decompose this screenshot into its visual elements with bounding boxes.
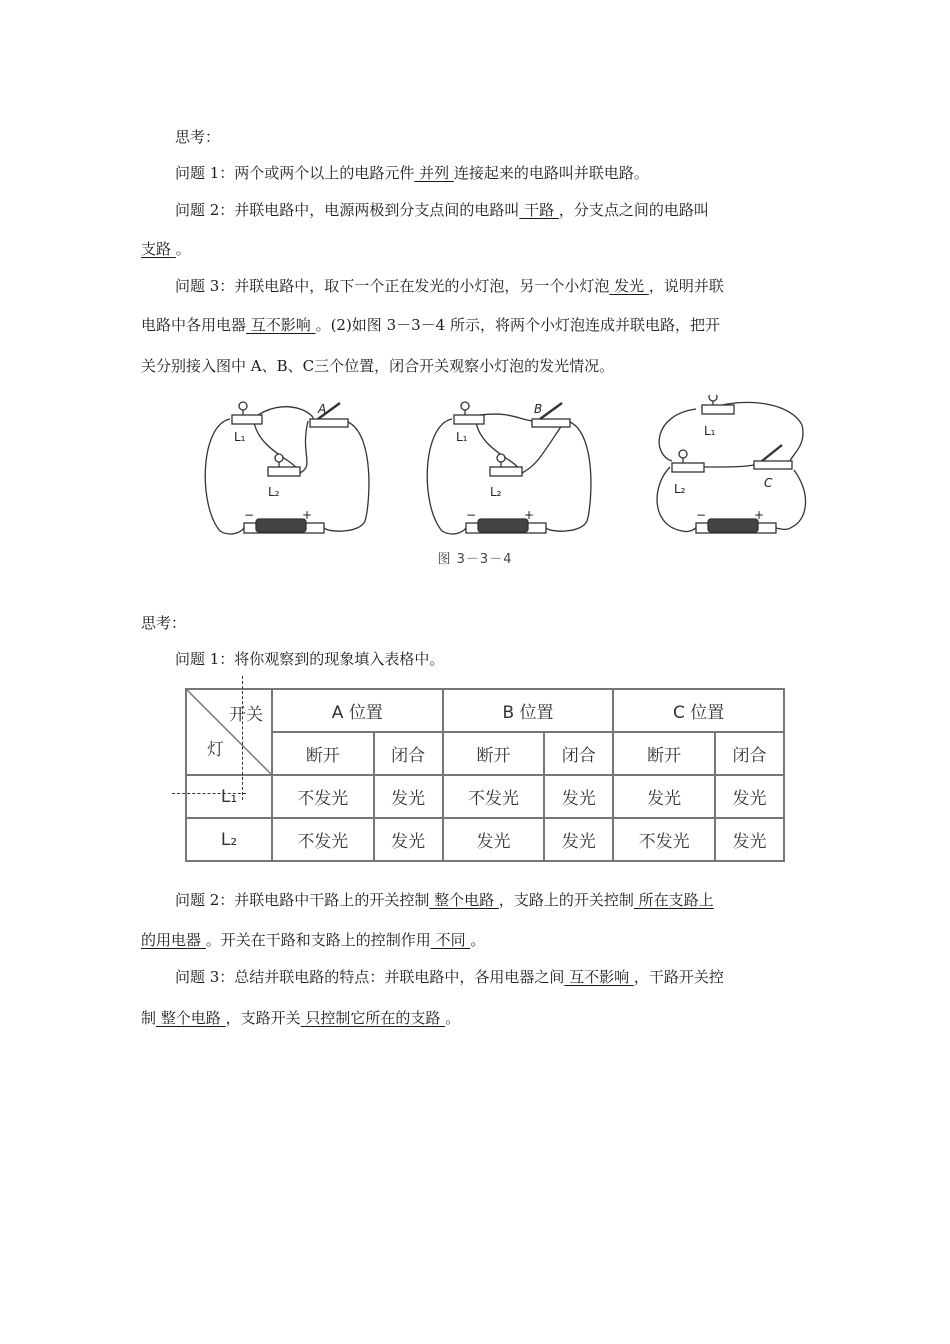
observation-table <box>185 688 785 862</box>
circuit-b <box>427 402 591 534</box>
q3-text: 问题 3：并联电路中，取下一个正在发光的小灯泡，另一个小灯泡 <box>175 277 610 295</box>
q2b-answer-3: 不同 <box>430 931 471 949</box>
q3b-answer-3: 只控制它所在的支路 <box>300 1009 446 1027</box>
q2-answer-2: 支路 <box>141 240 176 258</box>
question-2b <box>175 889 714 911</box>
table-cell: 发光 <box>613 775 715 818</box>
table-row <box>186 775 784 818</box>
label-l2-c: L₂ <box>674 482 686 496</box>
label-l2-b: L₂ <box>490 485 502 499</box>
table-cell: 发光 <box>443 818 545 861</box>
q2-text-mid: ，分支点之间的电路叫 <box>558 201 709 219</box>
dashed-guide-horizontal <box>172 793 246 794</box>
label-c: C <box>764 476 773 490</box>
table-cell: 发光 <box>374 775 443 818</box>
label-l1-a: L₁ <box>234 430 246 444</box>
lamp-label: L₂ <box>186 818 272 861</box>
table-cell: 不发光 <box>613 818 715 861</box>
corner-bottom-label: 灯 <box>207 740 224 760</box>
q3b-answer-2: 整个电路 <box>156 1009 226 1027</box>
q2b-text-mid: ，支路上的开关控制 <box>498 891 634 909</box>
q2b-answer-2: 的用电器 <box>141 931 206 949</box>
q2-text: 问题 2：并联电路中，电源两极到分支点间的电路叫 <box>175 201 520 219</box>
table-cell: 不发光 <box>272 818 374 861</box>
question-2 <box>175 199 709 221</box>
think-label-1: 思考： <box>175 128 221 146</box>
plus-c: + <box>754 508 765 522</box>
table-corner-cell <box>186 689 272 775</box>
state-cell: 断开 <box>272 732 374 775</box>
q2-end: 。 <box>175 240 191 258</box>
table-row <box>186 818 784 861</box>
plus-b: + <box>524 508 535 522</box>
header-position-c: C 位置 <box>613 689 784 732</box>
figure-caption: 图 3－3－4 <box>437 552 513 567</box>
minus-c: − <box>696 508 707 522</box>
q2-answer-1: 干路 <box>519 201 559 219</box>
q3-text-mid: ，说明并联 <box>648 277 724 295</box>
state-cell: 断开 <box>443 732 545 775</box>
table-header-row <box>186 689 784 732</box>
q2b-text: 问题 2：并联电路中干路上的开关控制 <box>175 891 430 909</box>
q3b-answer-1: 互不影响 <box>564 968 634 986</box>
header-position-a: A 位置 <box>272 689 443 732</box>
question-1b: 问题 1：将你观察到的现象填入表格中。 <box>175 650 445 668</box>
dashed-guide-vertical <box>242 676 243 800</box>
table-state-row <box>186 732 784 775</box>
question-2-cont <box>141 238 191 260</box>
state-cell: 闭合 <box>544 732 613 775</box>
state-cell: 闭合 <box>715 732 784 775</box>
minus-b: − <box>466 508 477 522</box>
circuit-a <box>205 402 369 534</box>
q3-answer-2: 互不影响 <box>246 316 316 334</box>
q2b-answer-2-start: 所在支路上 <box>633 891 714 909</box>
question-1 <box>175 162 649 184</box>
q2b-end: 。 <box>470 931 486 949</box>
q3-line2-end: 。(2)如图 3－3－4 所示，将两个小灯泡连成并联电路，把开 <box>315 316 720 334</box>
corner-top-label: 开关 <box>229 705 263 725</box>
label-b: B <box>534 402 543 416</box>
q3b-text: 问题 3：总结并联电路的特点：并联电路中，各用电器之间 <box>175 968 565 986</box>
label-l2-a: L₂ <box>268 485 280 499</box>
plus-a: + <box>302 508 313 522</box>
q3b-line2-text: 制 <box>141 1009 157 1027</box>
minus-a: − <box>244 508 255 522</box>
question-3b-cont <box>141 1007 460 1029</box>
lamp-label: L₁ <box>186 775 272 818</box>
q3b-line2-mid: ，支路开关 <box>225 1009 301 1027</box>
question-3-line-3: 关分别接入图中 A、B、C三个位置，闭合开关观察小灯泡的发光情况。 <box>141 357 615 375</box>
question-3-line-2 <box>141 314 720 336</box>
question-3 <box>175 275 724 297</box>
question-3b <box>175 966 724 988</box>
q2b-answer-1: 整个电路 <box>429 891 499 909</box>
think-label-2: 思考： <box>141 614 187 632</box>
label-l1-c: L₁ <box>704 424 716 438</box>
q3-answer-1: 发光 <box>609 277 649 295</box>
q3-line2-text: 电路中各用电器 <box>141 316 247 334</box>
table-cell: 发光 <box>374 818 443 861</box>
header-position-b: B 位置 <box>443 689 614 732</box>
q3b-text-mid: ，干路开关控 <box>633 968 724 986</box>
question-2b-cont <box>141 929 485 951</box>
q1-text-end: 连接起来的电路叫并联电路。 <box>453 164 649 182</box>
table-cell: 发光 <box>715 818 784 861</box>
label-l1-b: L₁ <box>456 430 468 444</box>
state-cell: 断开 <box>613 732 715 775</box>
q3b-end: 。 <box>445 1009 461 1027</box>
circuit-c <box>657 395 805 533</box>
label-a: A <box>318 402 327 416</box>
circuit-figure <box>190 395 810 570</box>
q2b-text-post: 。开关在干路和支路上的控制作用 <box>205 931 431 949</box>
q1-text: 问题 1：两个或两个以上的电路元件 <box>175 164 415 182</box>
table-cell: 发光 <box>544 775 613 818</box>
table-cell: 发光 <box>544 818 613 861</box>
table-cell: 不发光 <box>443 775 545 818</box>
q1-answer: 并列 <box>414 164 454 182</box>
state-cell: 闭合 <box>374 732 443 775</box>
table-cell: 发光 <box>715 775 784 818</box>
table-cell: 不发光 <box>272 775 374 818</box>
